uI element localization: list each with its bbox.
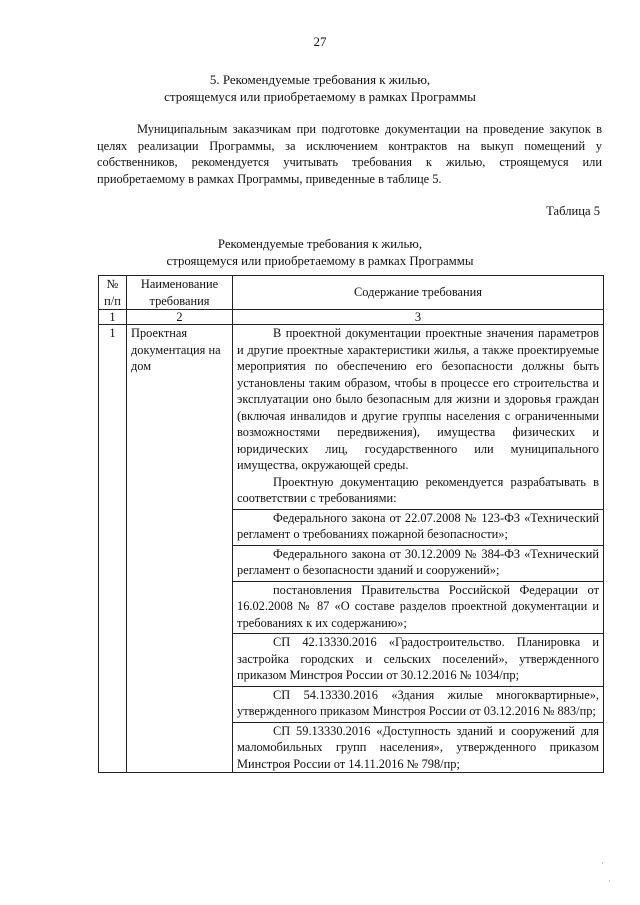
content-paragraph-1: В проектной документации проектные значения параметров и другие проектные характеристики жилья, а также проектируемые мероприятия по обеспечению его безопасности должны быть установлены таким образом, чтобы в процессе его строительства и эксплуатации оно было безопасным для жизни и здоровья граждан (включая инвалидов и другие группы населения с ограниченными возможностями передвижения), имущества физических и юридических лиц, государственного или муниципального имущества, окружающей среды. xyxy=(237,326,599,472)
table-title-line-2: строящемуся или приобретаемому в рамках Программы xyxy=(166,253,474,268)
header-name-line-2: требования xyxy=(149,293,210,308)
row-num: 1 xyxy=(99,325,127,773)
column-number-2: 2 xyxy=(127,310,233,325)
table-row xyxy=(99,325,604,773)
content-paragraph-5: постановления Правительства Российской Федерации от 16.02.2008 № 87 «О составе разделов проектной документации и требованиях к их содержанию»; xyxy=(237,582,599,630)
column-number-3: 3 xyxy=(233,310,604,325)
content-paragraph-2: Проектную документацию рекомендуется разрабатывать в соответствии с требованиями: xyxy=(237,474,599,505)
header-name-line-1: Наименование xyxy=(140,277,219,291)
scan-mark: · xyxy=(601,858,604,868)
content-paragraph-8: СП 59.13330.2016 «Доступность зданий и сооружений для маломобильных групп населения», утвержденного приказом Минстроя России от 14.11.2016 № 798/пр; xyxy=(237,723,599,771)
row-content xyxy=(233,325,604,773)
section-title xyxy=(0,71,640,105)
intro-paragraph: Муниципальным заказчикам при подготовке документации на проведение закупок в целях реализации Программы, за исключением контрактов на выкуп помещений у собственников, рекомендуется учитывать требования к жилью, строящемуся или приобретаемому в рамках Программы, приведенные в таблице 5. xyxy=(97,122,602,186)
header-num-line-1: № xyxy=(106,277,119,291)
content-paragraph-3: Федерального закона от 22.07.2008 № 123-ФЗ «Технический регламент о требованиях пожарной безопасности»; xyxy=(237,510,599,541)
requirements-table xyxy=(98,275,604,773)
column-number-row xyxy=(99,310,604,325)
scan-mark: · xyxy=(608,876,611,886)
header-name xyxy=(127,276,233,310)
table-title xyxy=(0,236,640,269)
table-title-line-1: Рекомендуемые требования к жилью, xyxy=(217,237,423,251)
section-title-line-2: строящемуся или приобретаемому в рамках Программы xyxy=(164,89,476,104)
header-content: Содержание требования xyxy=(233,276,604,310)
column-number-1: 1 xyxy=(99,310,127,325)
header-num xyxy=(99,276,127,310)
content-paragraph-6: СП 42.13330.2016 «Градостроительство. Планировка и застройка городских и сельских поселений», утвержденного приказом Минстроя России от 30.12.2016 № 1034/пр; xyxy=(237,635,599,682)
content-paragraph-4: Федерального закона от 30.12.2009 № 384-ФЗ «Технический регламент о безопасности зданий и сооружений»; xyxy=(237,546,599,577)
section-title-line-1: 5. Рекомендуемые требования к жилью, xyxy=(209,72,431,87)
table-header-row xyxy=(99,276,604,310)
table-label: Таблица 5 xyxy=(546,204,600,218)
header-num-line-2: п/п xyxy=(104,293,121,308)
row-name: Проектная документация на дом xyxy=(127,325,233,773)
page-number: 27 xyxy=(313,34,327,49)
content-paragraph-7: СП 54.13330.2016 «Здания жилые многоквартирные», утвержденного приказом Минстроя России от 03.12.2016 № 883/пр; xyxy=(237,687,599,718)
